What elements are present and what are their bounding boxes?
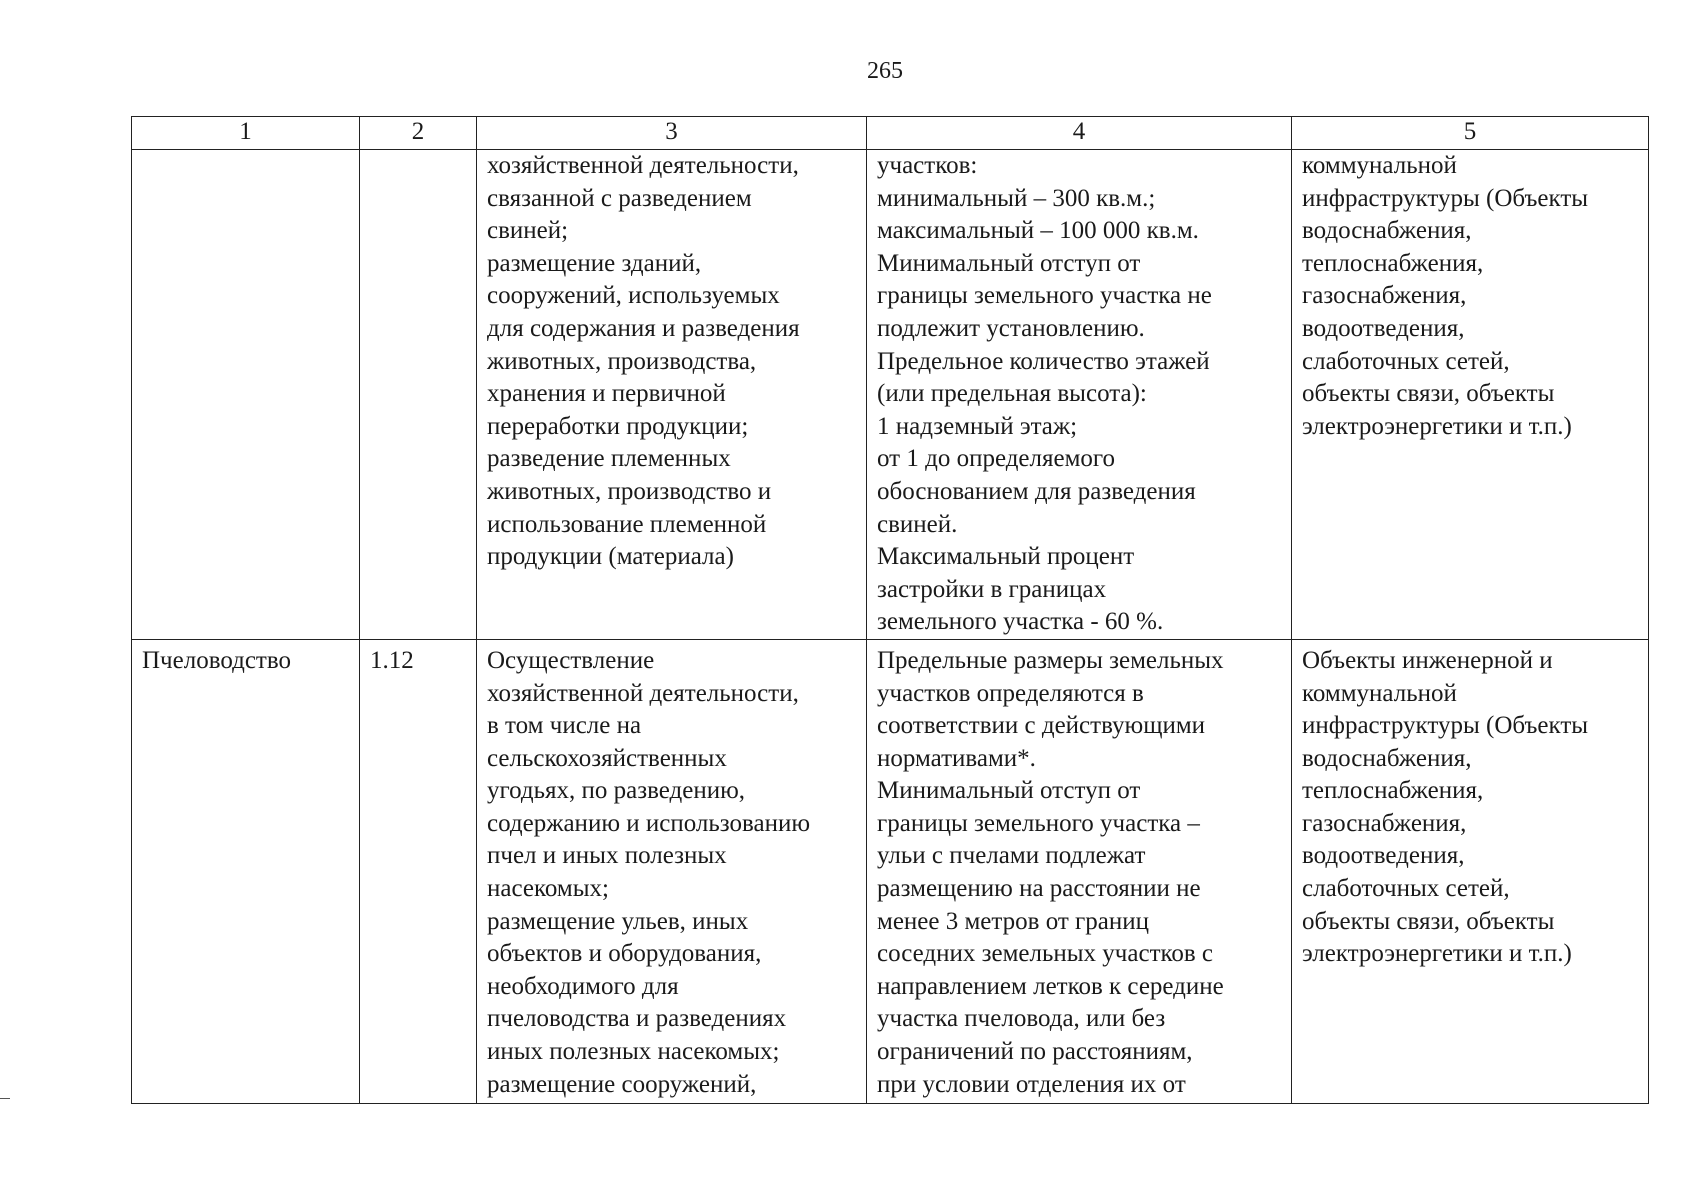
infrastructure-text: коммунальной инфраструктуры (Объекты водоснабжения, теплоснабжения, газоснабжения, водоотведения, слаботочных сетей, объекты связи, объекты электроэнергетики и т.п.): [1302, 152, 1589, 440]
column-header-5: 5: [1292, 117, 1649, 150]
infrastructure-cell: [1292, 639, 1649, 1103]
use-name: Пчеловодство: [142, 646, 291, 674]
use-description: Осуществление хозяйственной деятельности, в том числе на сельскохозяйственных угодьях, по разведению, содержанию и использованию пчел и иных полезных насекомых; размещение ульев, иных объектов и оборудования, необходимого для пчеловодства и разведениях иных полезных насекомых; размещение сооружений,: [487, 646, 811, 1098]
use-description-cell: [477, 639, 867, 1103]
use-code-cell: [360, 150, 477, 640]
use-name-cell: [132, 639, 360, 1103]
use-description: хозяйственной деятельности, связанной с разведением свиней; размещение зданий, сооружений, используемых для содержания и разведения животных, производства, хранения и первичной переработки продукции; разведение племенных животных, производство и использование племенной продукции (материала): [487, 152, 800, 571]
table-row: [132, 639, 1649, 1103]
land-use-table: [131, 116, 1649, 1104]
parameters-text: участков: минимальный – 300 кв.м.; максимальный – 100 000 кв.м. Минимальный отступ от границы земельного участка не подлежит установлению. Предельное количество этажей (или предельная высота): 1 надземный этаж; от 1 до определяемого обоснованием для разведения свиней. Максимальный процент застройки в границах земельного участка - 60 %.: [877, 152, 1212, 636]
land-use-table-container: [131, 116, 1649, 1104]
infrastructure-text: Объекты инженерной и коммунальной инфраструктуры (Объекты водоснабжения, теплоснабжения, газоснабжения, водоотведения, слаботочных сетей, объекты связи, объекты электроэнергетики и т.п.): [1302, 646, 1589, 968]
parameters-cell: [867, 639, 1292, 1103]
use-code-cell: [360, 639, 477, 1103]
page-number: 265: [867, 58, 903, 84]
parameters-text: Предельные размеры земельных участков определяются в соответствии с действующими нормативами*. Минимальный отступ от границы земельного участка – ульи с пчелами подлежат размещению на расстоянии не менее 3 метров от границ соседних земельных участков с направлением летков к середине участка пчеловода, или без ограничений по расстояниям, при условии отделения их от: [877, 646, 1224, 1098]
parameters-cell: [867, 150, 1292, 640]
column-header-3: 3: [477, 117, 867, 150]
use-description-cell: [477, 150, 867, 640]
table-row: [132, 150, 1649, 640]
margin-mark: [0, 1098, 10, 1099]
column-header-4: 4: [867, 117, 1292, 150]
use-name-cell: [132, 150, 360, 640]
column-header-1: 1: [132, 117, 360, 150]
column-header-2: 2: [360, 117, 477, 150]
use-code: 1.12: [370, 646, 414, 674]
infrastructure-cell: [1292, 150, 1649, 640]
table-header-row: [132, 117, 1649, 150]
